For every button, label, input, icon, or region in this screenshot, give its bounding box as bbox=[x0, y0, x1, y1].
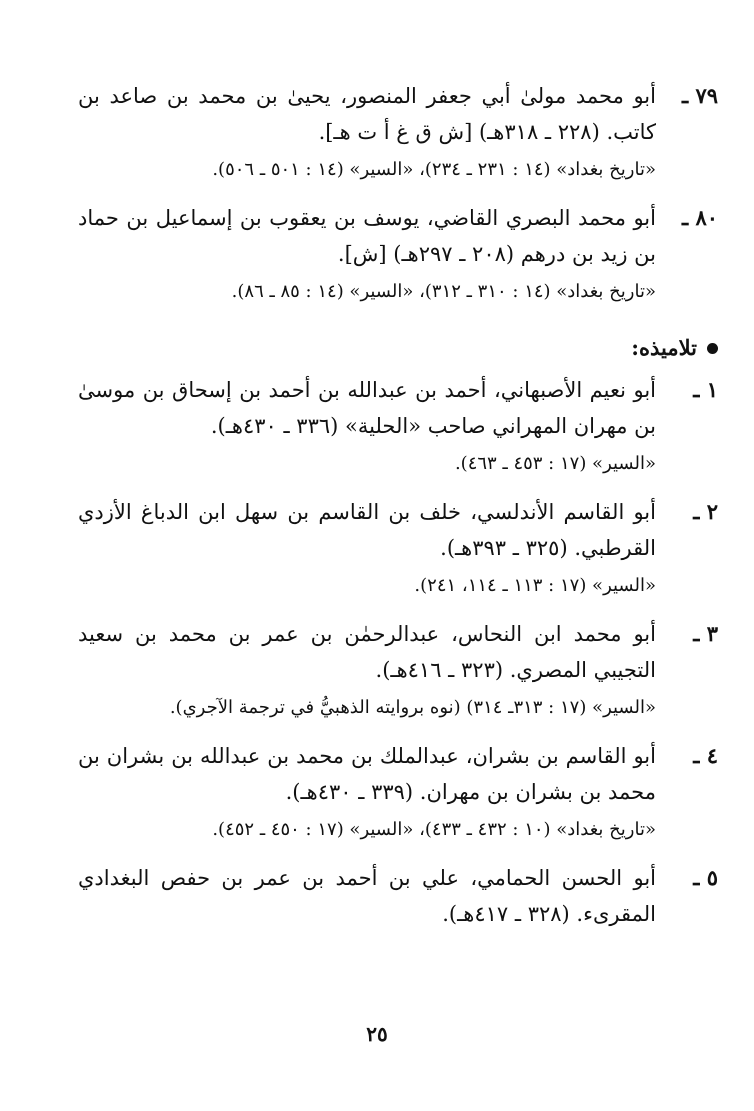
entry-name: أبو محمد البصري القاضي، يوسف بن يعقوب بن إسماعيل بن حماد بن زيد بن درهم (٢٠٨ ـ ٢٩٧هـ) [ش]. bbox=[78, 206, 656, 266]
student-entry-2 bbox=[78, 494, 718, 600]
entry-name: أبو محمد مولىٰ أبي جعفر المنصور، يحيىٰ بن محمد بن صاعد بن كاتب. (٢٢٨ ـ ٣١٨هـ) [ش ق غ أ ت هـ]. bbox=[78, 84, 656, 144]
entry-name: أبو القاسم بن بشران، عبدالملك بن محمد بن عبدالله بن بشران بن محمد بن بشران بن مهران. (٣٣٩ ـ ٤٣٠هـ). bbox=[78, 744, 656, 804]
teacher-entry-79 bbox=[78, 78, 718, 184]
entry-number: ٨٠ ـ bbox=[681, 205, 718, 230]
entry-reference: «تاريخ بغداد» (١٤ : ٢٣١ ـ ٢٣٤)، «السير» (١٤ : ٥٠١ ـ ٥٠٦). bbox=[212, 159, 656, 180]
entry-reference: «تاريخ بغداد» (١٤ : ٣١٠ ـ ٣١٢)، «السير» (١٤ : ٨٥ ـ ٨٦). bbox=[231, 281, 656, 302]
entry-number: ٥ ـ bbox=[693, 865, 718, 890]
entry-reference: «تاريخ بغداد» (١٠ : ٤٣٢ ـ ٤٣٣)، «السير» (١٧ : ٤٥٠ ـ ٤٥٢). bbox=[212, 819, 656, 840]
entry-name: أبو الحسن الحمامي، علي بن أحمد بن عمر بن حفص البغدادي المقرىء. (٣٢٨ ـ ٤١٧هـ). bbox=[78, 866, 656, 926]
entry-number: ١ ـ bbox=[693, 377, 718, 402]
entry-number: ٧٩ ـ bbox=[681, 83, 718, 108]
section-title: تلاميذه: bbox=[631, 335, 697, 360]
entry-name: أبو القاسم الأندلسي، خلف بن القاسم بن سهل ابن الدباغ الأزدي القرطبي. (٣٢٥ ـ ٣٩٣هـ). bbox=[78, 500, 656, 560]
student-entry-3 bbox=[78, 616, 718, 722]
bullet-icon bbox=[707, 343, 718, 354]
page-number: ٢٥ bbox=[366, 1022, 388, 1046]
entry-number: ٢ ـ bbox=[693, 499, 718, 524]
entry-reference: «السير» (١٧ : ١١٣ ـ ١١٤، ٢٤١). bbox=[414, 575, 656, 596]
student-entry-1 bbox=[78, 372, 718, 478]
entry-name: أبو نعيم الأصبهاني، أحمد بن عبدالله بن أحمد بن إسحاق بن موسىٰ بن مهران المهراني صاحب «الحلية» (٣٣٦ ـ ٤٣٠هـ). bbox=[78, 378, 656, 438]
student-entry-5 bbox=[78, 860, 718, 932]
student-entry-4 bbox=[78, 738, 718, 844]
entry-reference: «السير» (١٧ : ٣١٣ـ ٣١٤) (نوه بروايته الذهبيُّ في ترجمة الآجري). bbox=[169, 697, 656, 718]
entry-number: ٤ ـ bbox=[693, 743, 718, 768]
entry-name: أبو محمد ابن النحاس، عبدالرحمٰن بن عمر بن محمد بن سعيد التجيبي المصري. (٣٢٣ ـ ٤١٦هـ). bbox=[78, 622, 656, 682]
page-body bbox=[78, 78, 718, 932]
section-heading-students bbox=[78, 330, 718, 366]
entry-reference: «السير» (١٧ : ٤٥٣ ـ ٤٦٣). bbox=[454, 453, 656, 474]
entry-number: ٣ ـ bbox=[693, 621, 718, 646]
teacher-entry-80 bbox=[78, 200, 718, 306]
